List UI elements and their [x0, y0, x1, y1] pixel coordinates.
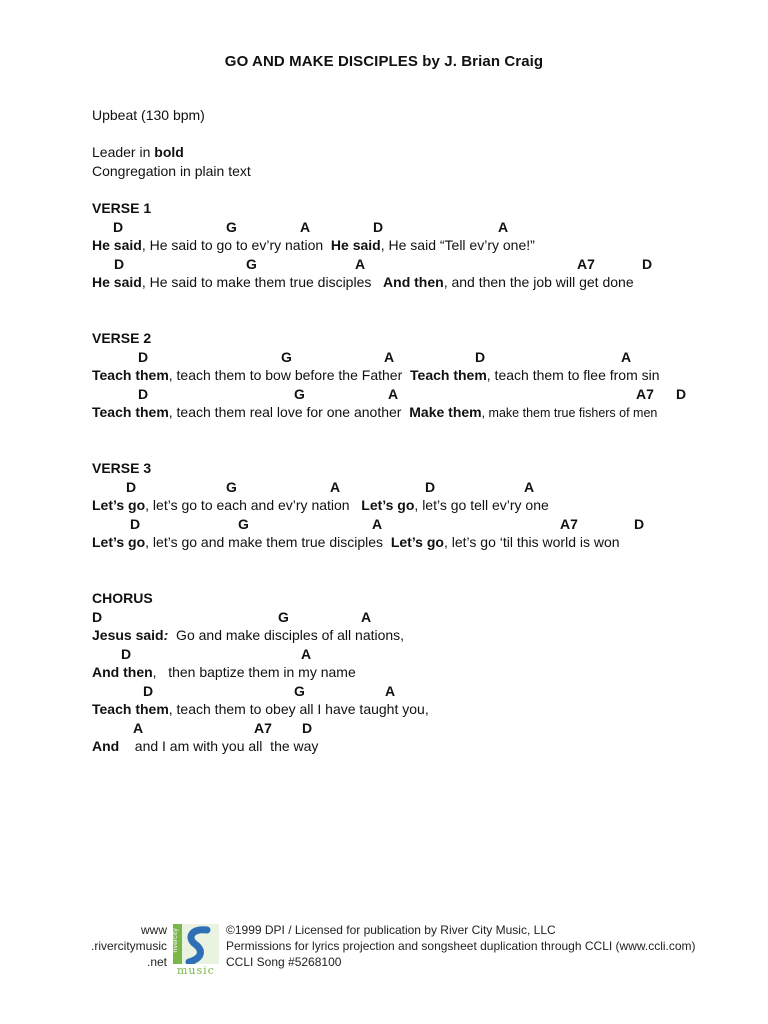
chorus-chord: D [302, 720, 313, 736]
verse3-chord: A [372, 516, 383, 532]
congregation-part: and I am with you all the way [119, 738, 319, 754]
chorus-lyric-line [92, 700, 429, 718]
footer-url[interactable] [91, 922, 167, 970]
footer-credits [226, 922, 696, 970]
verse1-heading: VERSE 1 [92, 200, 152, 216]
verse1-chord: D [114, 256, 125, 272]
leader-part: Teach them [92, 701, 169, 717]
verse3-chord: D [425, 479, 436, 495]
leader-part: Let’s go [92, 534, 146, 550]
tempo-text: Upbeat (130 bpm) [92, 107, 205, 123]
leader-part: Teach them [92, 367, 169, 383]
chorus-chord: D [143, 683, 154, 699]
verse1-lyric-line [92, 273, 634, 291]
verse1-chord: A7 [577, 256, 595, 272]
verse1-chord: D [373, 219, 384, 235]
congregation-part: , let’s go to each and ev’ry nation [145, 497, 362, 513]
logo-text: music [177, 964, 215, 977]
verse2-chord: A [388, 386, 399, 402]
verse3-lyric-line [92, 533, 620, 551]
verse3-chord: A [330, 479, 341, 495]
verse2-lyric-line [92, 403, 657, 422]
chorus-lyric-line [92, 663, 356, 681]
verse3-chord: G [238, 516, 249, 532]
chorus-chord: G [278, 609, 289, 625]
verse1-chord: A [300, 219, 311, 235]
verse2-chord: G [294, 386, 305, 402]
permissions-text: Permissions for lyrics projection and songsheet duplication through CCLI (www.ccli.com) [226, 939, 696, 953]
chorus-chord: D [121, 646, 132, 662]
verse3-lyric-line [92, 496, 549, 514]
congregation-part: , make them true fishers of men [481, 406, 658, 420]
verse3-chord: A7 [560, 516, 578, 532]
ccli-text: CCLI Song #5268100 [226, 955, 342, 969]
logo-vertical-text: rivercity [172, 928, 179, 953]
verse2-chord: D [138, 349, 149, 365]
chorus-lyric-line [92, 737, 318, 755]
legend-leader [92, 143, 184, 161]
verse2-chord: D [475, 349, 486, 365]
congregation-part: , then baptize them in my name [152, 664, 356, 680]
congregation-part: , He said to go to ev’ry nation [141, 237, 331, 253]
chorus-chord: D [92, 609, 103, 625]
verse1-chord: A [355, 256, 366, 272]
congregation-part: , teach them real love for one another [168, 404, 410, 420]
leader-part: Jesus said [92, 627, 164, 643]
verse2-chord: A [384, 349, 395, 365]
leader-part: He said [92, 237, 142, 253]
leader-part: He said [92, 274, 142, 290]
leader-colon: : [163, 627, 169, 643]
verse2-lyric-line [92, 366, 660, 384]
congregation-part: , and then the job will get done [443, 274, 634, 290]
congregation-part: , He said to make them true disciples [141, 274, 384, 290]
leader-part: Teach them [92, 404, 169, 420]
chorus-chord: G [294, 683, 305, 699]
leader-part: And [92, 738, 120, 754]
footer-url-line: .rivercitymusic [90, 939, 167, 953]
leader-part: Let’s go [92, 497, 146, 513]
verse1-chord: D [113, 219, 124, 235]
leader-part: Let’s go [361, 497, 415, 513]
leader-part: Let’s go [390, 534, 444, 550]
verse3-chord: G [226, 479, 237, 495]
verse3-chord: D [130, 516, 141, 532]
verse2-chord: A [621, 349, 632, 365]
verse1-chord: A [498, 219, 509, 235]
verse2-chord: D [676, 386, 687, 402]
verse2-chord: D [138, 386, 149, 402]
verse2-chord: A7 [636, 386, 654, 402]
verse1-chord: G [246, 256, 257, 272]
chorus-chord: A [361, 609, 372, 625]
chorus-chord: A [133, 720, 144, 736]
leader-part: He said [330, 237, 381, 253]
footer-url-line: .net [146, 955, 167, 969]
verse2-heading: VERSE 2 [92, 330, 152, 346]
verse2-chord: G [281, 349, 292, 365]
congregation-part: , let’s go ‘til this world is won [443, 534, 620, 550]
chorus-chord: A [301, 646, 312, 662]
chorus-chord: A7 [254, 720, 272, 736]
leader-part: Make them [409, 404, 482, 420]
verse1-chord: G [226, 219, 237, 235]
copyright-text: ©1999 DPI / Licensed for publication by River City Music, LLC [226, 923, 556, 937]
song-title: GO AND MAKE DISCIPLES by J. Brian Craig [224, 53, 544, 70]
congregation-part: , teach them to bow before the Father [168, 367, 411, 383]
legend-congregation: Congregation in plain text [92, 163, 251, 179]
verse3-chord: D [126, 479, 137, 495]
legend-leader-bold: bold [154, 144, 184, 160]
legend-leader-prefix: Leader in [92, 144, 155, 160]
congregation-part: , let’s go tell ev’ry one [414, 497, 549, 513]
congregation-part: , teach them to obey all I have taught you, [168, 701, 429, 717]
congregation-part: , He said “Tell ev’ry one!” [380, 237, 535, 253]
river-city-music-logo-icon [173, 924, 219, 976]
leader-part: Teach them [410, 367, 487, 383]
chorus-lyric-line [92, 626, 404, 644]
congregation-part: Go and make disciples of all nations, [168, 627, 405, 643]
verse1-chord: D [642, 256, 653, 272]
verse1-lyric-line [92, 236, 535, 254]
verse3-chord: D [634, 516, 645, 532]
leader-part: And then [92, 664, 153, 680]
verse3-chord: A [524, 479, 535, 495]
chorus-chord: A [385, 683, 396, 699]
chorus-heading: CHORUS [92, 590, 153, 606]
verse3-heading: VERSE 3 [92, 460, 152, 476]
congregation-part: , let’s go and make them true disciples [145, 534, 391, 550]
leader-part: And then [383, 274, 444, 290]
congregation-part: , teach them to flee from sin [486, 367, 660, 383]
footer-url-line: www [141, 923, 167, 937]
